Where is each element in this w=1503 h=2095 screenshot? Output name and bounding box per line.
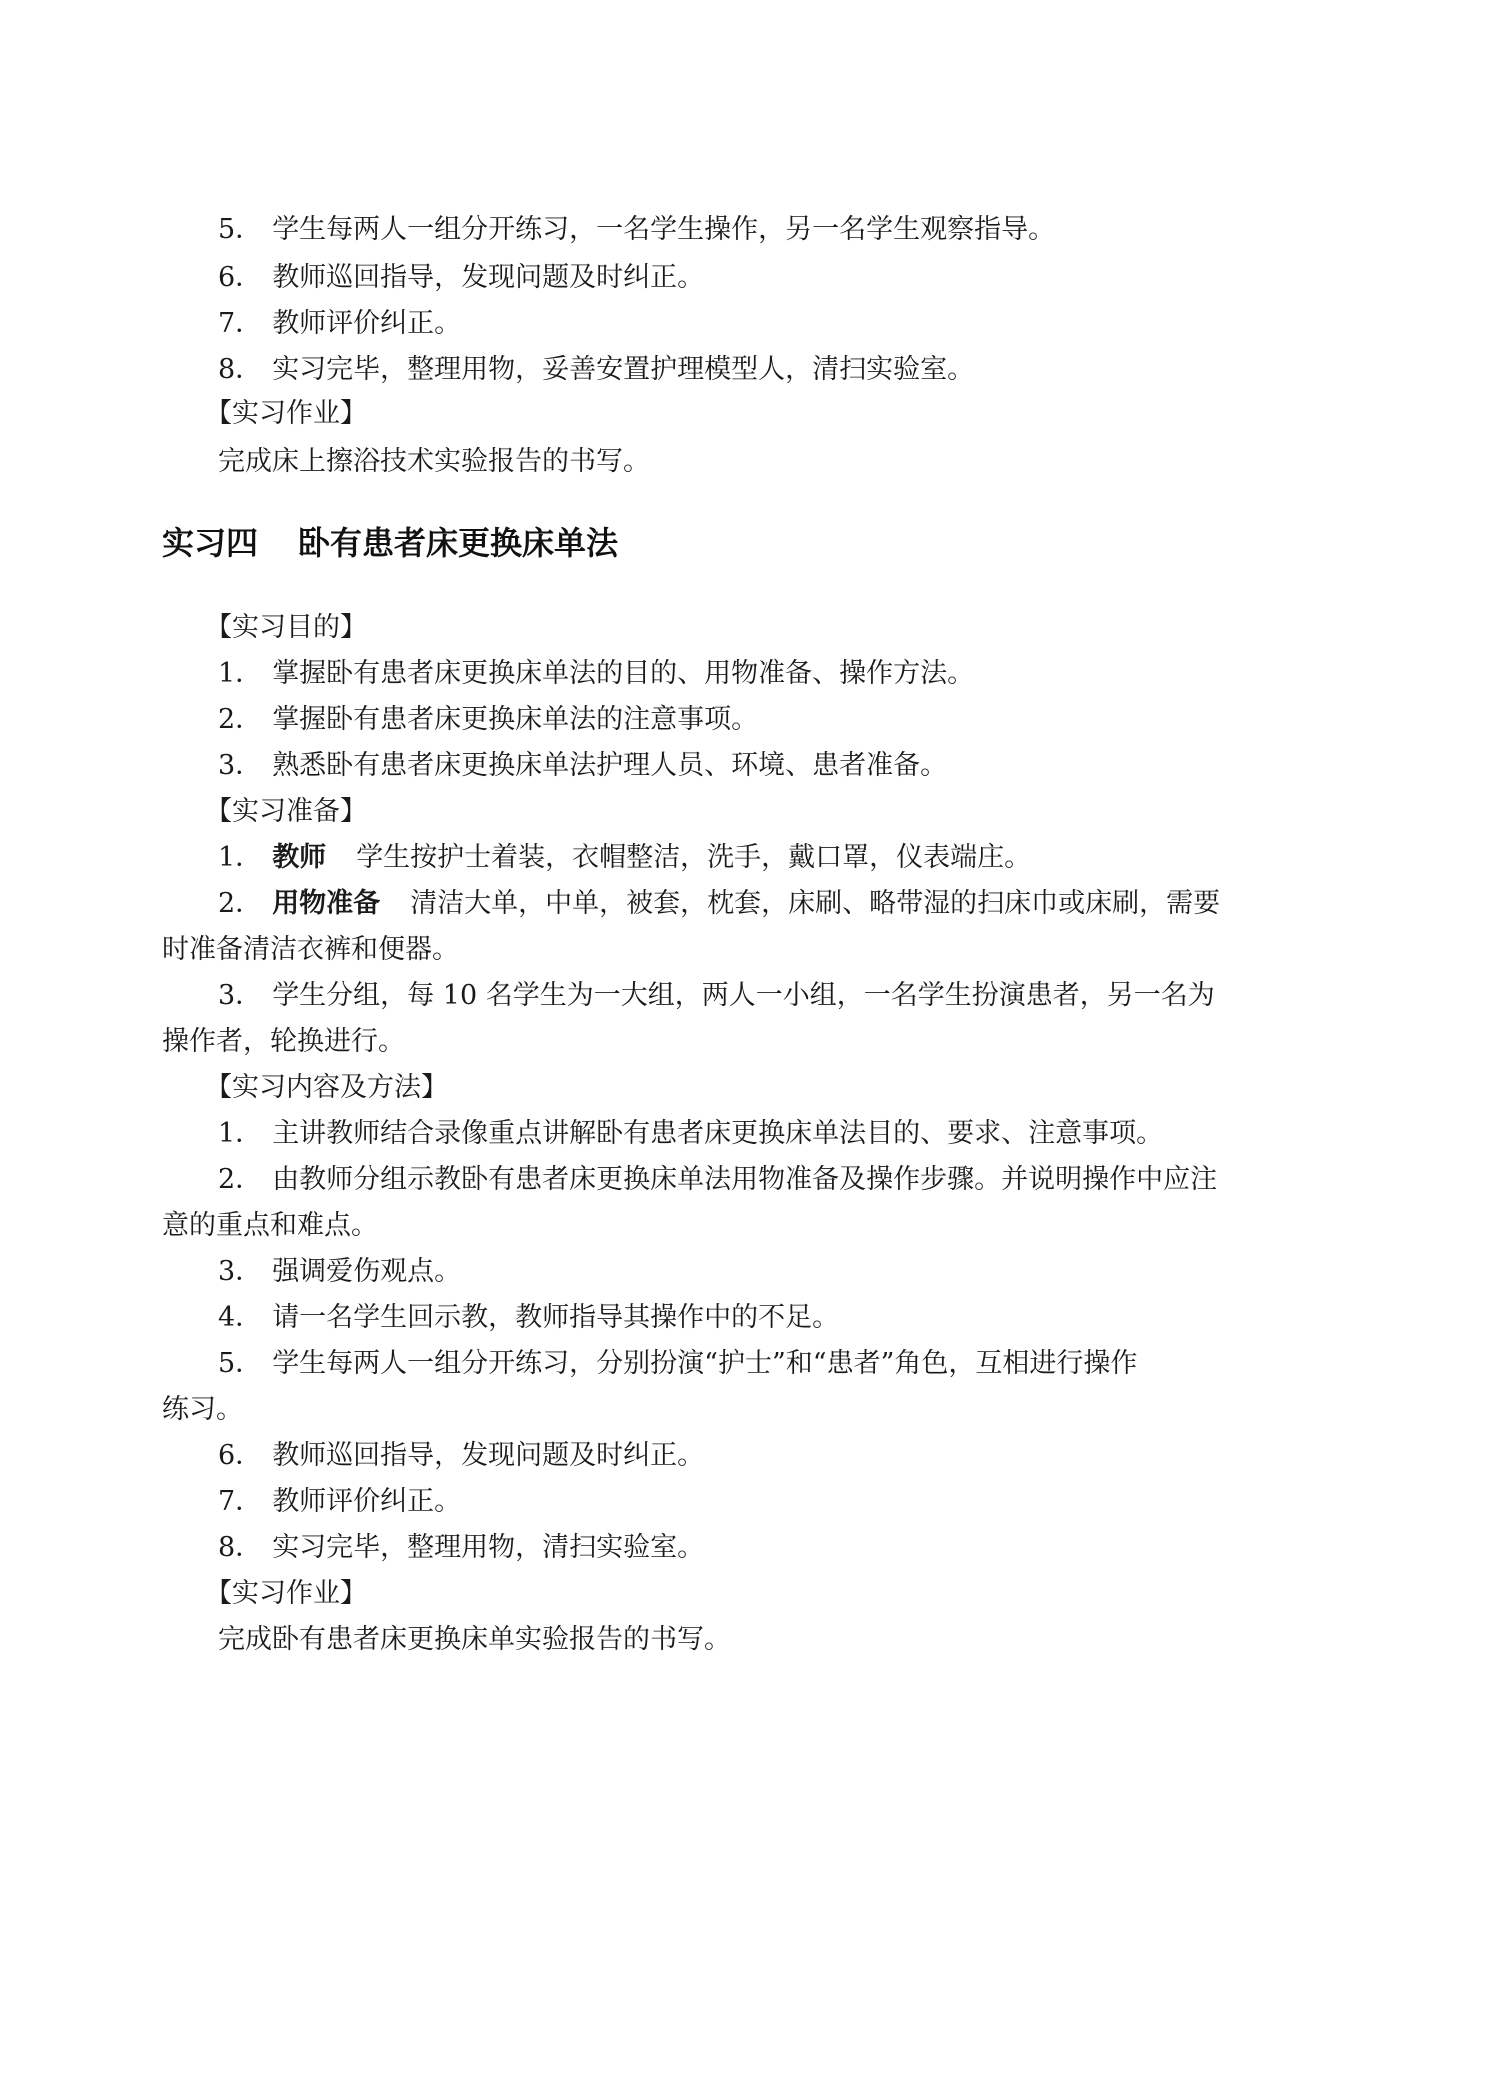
content-step-2-cont: 意的重点和难点。 (162, 1210, 378, 1241)
content-step-2: 2． 由教师分组示教卧有患者床更换床单法用物准备及操作步骤。并说明操作中应注 (218, 1164, 1218, 1195)
content-step-6: 6． 教师巡回指导，发现问题及时纠正。 (218, 1440, 705, 1471)
top-homework-text: 完成床上擦浴技术实验报告的书写。 (218, 446, 650, 477)
objective-2: 2． 掌握卧有患者床更换床单法的注意事项。 (218, 704, 759, 735)
content-step-7: 7． 教师评价纠正。 (218, 1486, 462, 1517)
section-title (162, 518, 618, 568)
content-step-8: 8． 实习完毕，整理用物，清扫实验室。 (218, 1532, 705, 1563)
top-step-5: 5． 学生每两人一组分开练习，一名学生操作，另一名学生观察指导。 (218, 214, 1056, 245)
preparation-term-teacher: 教师 (272, 842, 327, 873)
objective-label: 【实习目的】 (205, 612, 367, 643)
section-title-text: 卧有患者床更换床单法 (298, 524, 619, 562)
top-step-8: 8． 实习完毕，整理用物，妥善安置护理模型人，清扫实验室。 (218, 354, 975, 385)
top-step-6: 6． 教师巡回指导，发现问题及时纠正。 (218, 262, 705, 293)
homework-label: 【实习作业】 (205, 1578, 367, 1609)
preparation-label: 【实习准备】 (205, 796, 367, 827)
preparation-item-1: 1． 教师 学生按护士着装，衣帽整洁，洗手，戴口罩，仪表端庄。 (218, 842, 1032, 873)
preparation-item-3: 3． 学生分组，每 10 名学生为一大组，两人一小组，一名学生扮演患者，另一名为 (218, 980, 1215, 1011)
content-step-5: 5． 学生每两人一组分开练习，分别扮演“护士”和“患者”角色，互相进行操作 (218, 1348, 1138, 1379)
preparation-item-2-cont: 时准备清洁衣裤和便器。 (162, 934, 459, 965)
preparation-item-2: 2． 用物准备 清洁大单，中单，被套，枕套，床刷、略带湿的扫床巾或床刷，需要 (218, 888, 1221, 919)
preparation-item-3-cont: 操作者，轮换进行。 (162, 1026, 405, 1057)
top-step-7: 7． 教师评价纠正。 (218, 308, 462, 339)
content-step-1: 1． 主讲教师结合录像重点讲解卧有患者床更换床单法目的、要求、注意事项。 (218, 1118, 1164, 1149)
content-step-3: 3． 强调爱伤观点。 (218, 1256, 462, 1287)
section-title-number: 实习四 (162, 524, 259, 562)
homework-text: 完成卧有患者床更换床单实验报告的书写。 (218, 1624, 731, 1655)
objective-3: 3． 熟悉卧有患者床更换床单法护理人员、环境、患者准备。 (218, 750, 948, 781)
content-step-4: 4． 请一名学生回示教，教师指导其操作中的不足。 (218, 1302, 840, 1333)
top-homework-label: 【实习作业】 (205, 398, 367, 429)
content-label: 【实习内容及方法】 (205, 1072, 448, 1103)
content-step-5-cont: 练习。 (162, 1394, 243, 1425)
preparation-term-supplies: 用物准备 (272, 888, 381, 919)
objective-1: 1． 掌握卧有患者床更换床单法的目的、用物准备、操作方法。 (218, 658, 975, 689)
